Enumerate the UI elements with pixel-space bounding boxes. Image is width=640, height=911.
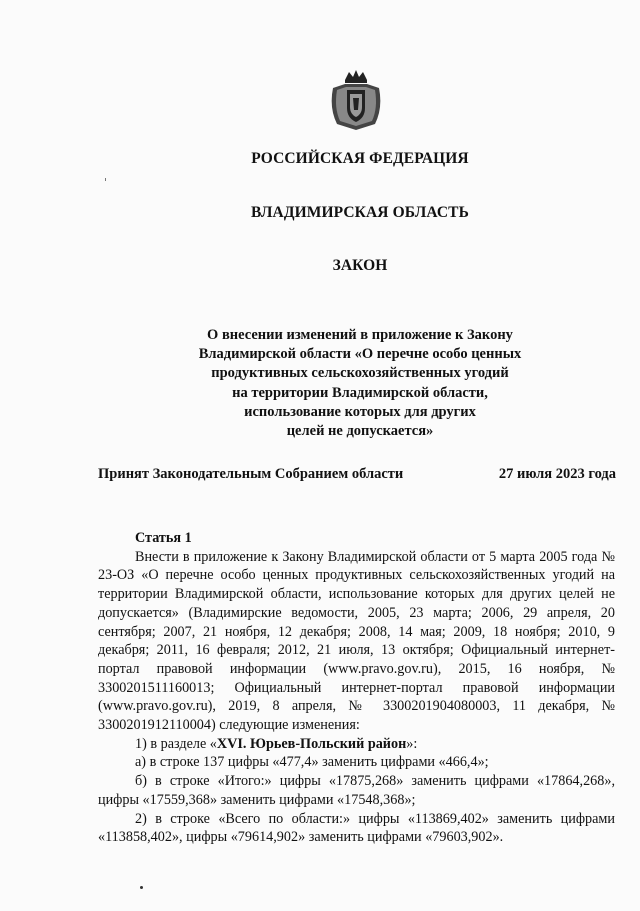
adoption-date: 27 июля 2023 года: [498, 466, 616, 482]
article-intro: Внести в приложение к Закону Владимирской области от 5 марта 2005 года № 23-ОЗ «О перечне особо ценных продуктивных сельскохозяйственных угодий на территории Владимирской области, использование которых для других целей не допускается» (Владимирские ведомости, 2005, 23 марта; 2006, 29 апреля, 20 сентября; 2007, 21 ноября, 12 декабря; 2008, 14 мая; 2009, 18 ноября; 2010, 9 декабря; 2011, 16 февраля; 2012, 21 июля, 13 октября; Официальный интернет-портал правовой информации (www.pravo.gov.ru), 2015, 16 ноября, № 3300201511160013; Официальный интернет-портал правовой информации (www.pravo.gov.ru), 2019, 8 апреля, № 3300201904080003, 11 декабря, № 3300201912110004) следующие изменения:: [98, 548, 615, 734]
item-1-section: XVI. Юрьев-Польский район: [216, 735, 407, 752]
item-1-prefix: 1) в разделе «: [135, 735, 217, 752]
scan-speck: [105, 178, 106, 181]
scan-dot: [140, 886, 143, 889]
adoption-line: [98, 466, 616, 483]
law-title-line: использование которых для других: [244, 403, 476, 420]
law-title-line: продуктивных сельскохозяйственных угодий: [211, 365, 509, 382]
law-title: [150, 326, 570, 441]
country-heading: РОССИЙСКАЯ ФЕДЕРАЦИЯ: [251, 150, 469, 167]
adoption-label: Принят Законодательным Собранием области: [98, 466, 404, 482]
region-heading: ВЛАДИМИРСКАЯ ОБЛАСТЬ: [251, 204, 469, 221]
law-title-line: Владимирской области «О перечне особо ценных: [198, 346, 522, 363]
item-1: [98, 735, 615, 754]
item-1a: а) в строке 137 цифры «477,4» заменить цифрами «466,4»;: [135, 754, 489, 771]
doc-type-heading: ЗАКОН: [332, 257, 388, 274]
item-1-suffix: »:: [406, 735, 418, 752]
article-body: [98, 529, 615, 847]
law-title-line: О внесении изменений в приложение к Закону: [207, 327, 513, 343]
article-heading: Статья 1: [135, 530, 192, 546]
item-2: 2) в строке «Всего по области:» цифры «113869,402» заменить цифрами «113858,402», цифры «79614,902» заменить цифрами «79603,902».: [98, 810, 615, 846]
coat-of-arms-icon: [327, 68, 385, 132]
law-title-line: на территории Владимирской области,: [232, 384, 488, 401]
item-1b: б) в строке «Итого:» цифры «17875,268» заменить цифрами «17864,268», цифры «17559,368» заменить цифрами «17548,368»;: [98, 773, 615, 808]
law-title-line: целей не допускается»: [286, 423, 434, 440]
